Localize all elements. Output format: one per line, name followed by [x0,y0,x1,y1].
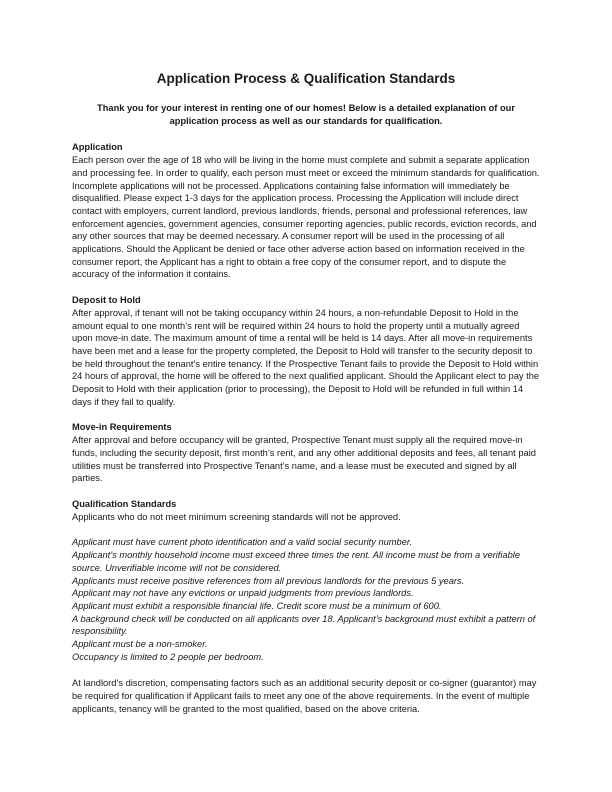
standard-item: Applicant must be a non-smoker. [72,639,208,650]
section-heading-move-in-requirements: Move-in Requirements [72,422,172,433]
section-qualification-standards [72,498,540,523]
section-deposit-to-hold [72,294,540,408]
standard-item: A background check will be conducted on all applicants over 18. Applicant’s background must exhibit a pattern of responsibility. [72,613,536,637]
section-move-in-requirements [72,421,540,485]
section-application [72,141,540,281]
section-heading-deposit-to-hold: Deposit to Hold [72,295,141,306]
standard-item: Applicants must receive positive references from all previous landlords for the previous 5 years. [72,575,465,586]
standard-item: Applicant’s monthly household income must exceed three times the rent. All income must be from a verifiable source. Unverifiable income will not be considered. [72,550,521,573]
intro-paragraph: Thank you for your interest in renting one of our homes! Below is a detailed explanation of our application process as well as our standards for qualification. [97,103,515,126]
document-title: Application Process & Qualification Standards [156,71,456,86]
section-heading-qualification-standards: Qualification Standards [72,498,177,509]
standard-item: Occupancy is limited to 2 people per bedroom. [72,651,264,662]
section-body-move-in-requirements: After approval and before occupancy will be granted, Prospective Tenant must supply all the required move-in funds, including the security deposit, first month’s rent, and any other additional deposits and fees, all tenant paid utilities must be transferred into Prospective Tenant’s name, and a lease must be executed and signed by all parties. [72,435,536,484]
section-body-qualification-standards: Applicants who do not meet minimum screening standards will not be approved. [72,511,401,522]
section-body-application: Each person over the age of 18 who will be living in the home must complete and submit a separate application and processing fee. In order to qualify, each person must meet or exceed the minimum standards for qualification. Incomplete applications will not be processed. Applications containing false information will immediately be disqualified. Please expect 1-3 days for the application process. Processing the Application will include direct contact with employers, current landlord, previous landlords, friends, personal and professional references, law enforcement agencies, government agencies, consumer reporting agencies, public records, eviction records, and any other sources that may be deemed necessary. A consumer report will be used in the processing of all applications. Should the Applicant be denied or face other adverse action based on information received in the consumer report, the Applicant has a right to obtain a free copy of the consumer report, and to dispute the accuracy of the information it contains. [72,155,540,280]
standard-item: Applicant must have current photo identification and a valid social security number. [72,537,413,548]
section-body-deposit-to-hold: After approval, if tenant will not be taking occupancy within 24 hours, a non-refundable Deposit to Hold in the amount equal to one month’s rent will be required within 24 hours to hold the property until a mutually agreed upon move-in date. The maximum amount of time a rental will be held is 14 days. After all move-in requirements have been met and a lease for the property completed, the Deposit to Hold will transfer to the security deposit to be held throughout the tenant’s entire tenancy. If the Prospective Tenant fails to provide the Deposit to Hold within 24 hours of approval, the home will be offered to the next qualified applicant. Should the Applicant elect to pay the Deposit to Hold with their application (prior to processing), the Deposit to Hold will be refunded in full within 14 days if they fail to qualify. [72,307,540,407]
standard-item: Applicant may not have any evictions or unpaid judgments from previous landlords. [72,588,414,599]
qualification-standards-list [72,536,540,663]
standard-item: Applicant must exhibit a responsible financial life. Credit score must be a minimum of 600. [72,600,442,611]
closing-paragraph: At landlord’s discretion, compensating factors such as an additional security deposit or co-signer (guarantor) may be required for qualification if Applicant fails to meet any one of the above requirements. In the event of multiple applicants, tenancy will be granted to the most qualified, based on the above criteria. [72,678,537,714]
section-heading-application: Application [72,142,123,153]
